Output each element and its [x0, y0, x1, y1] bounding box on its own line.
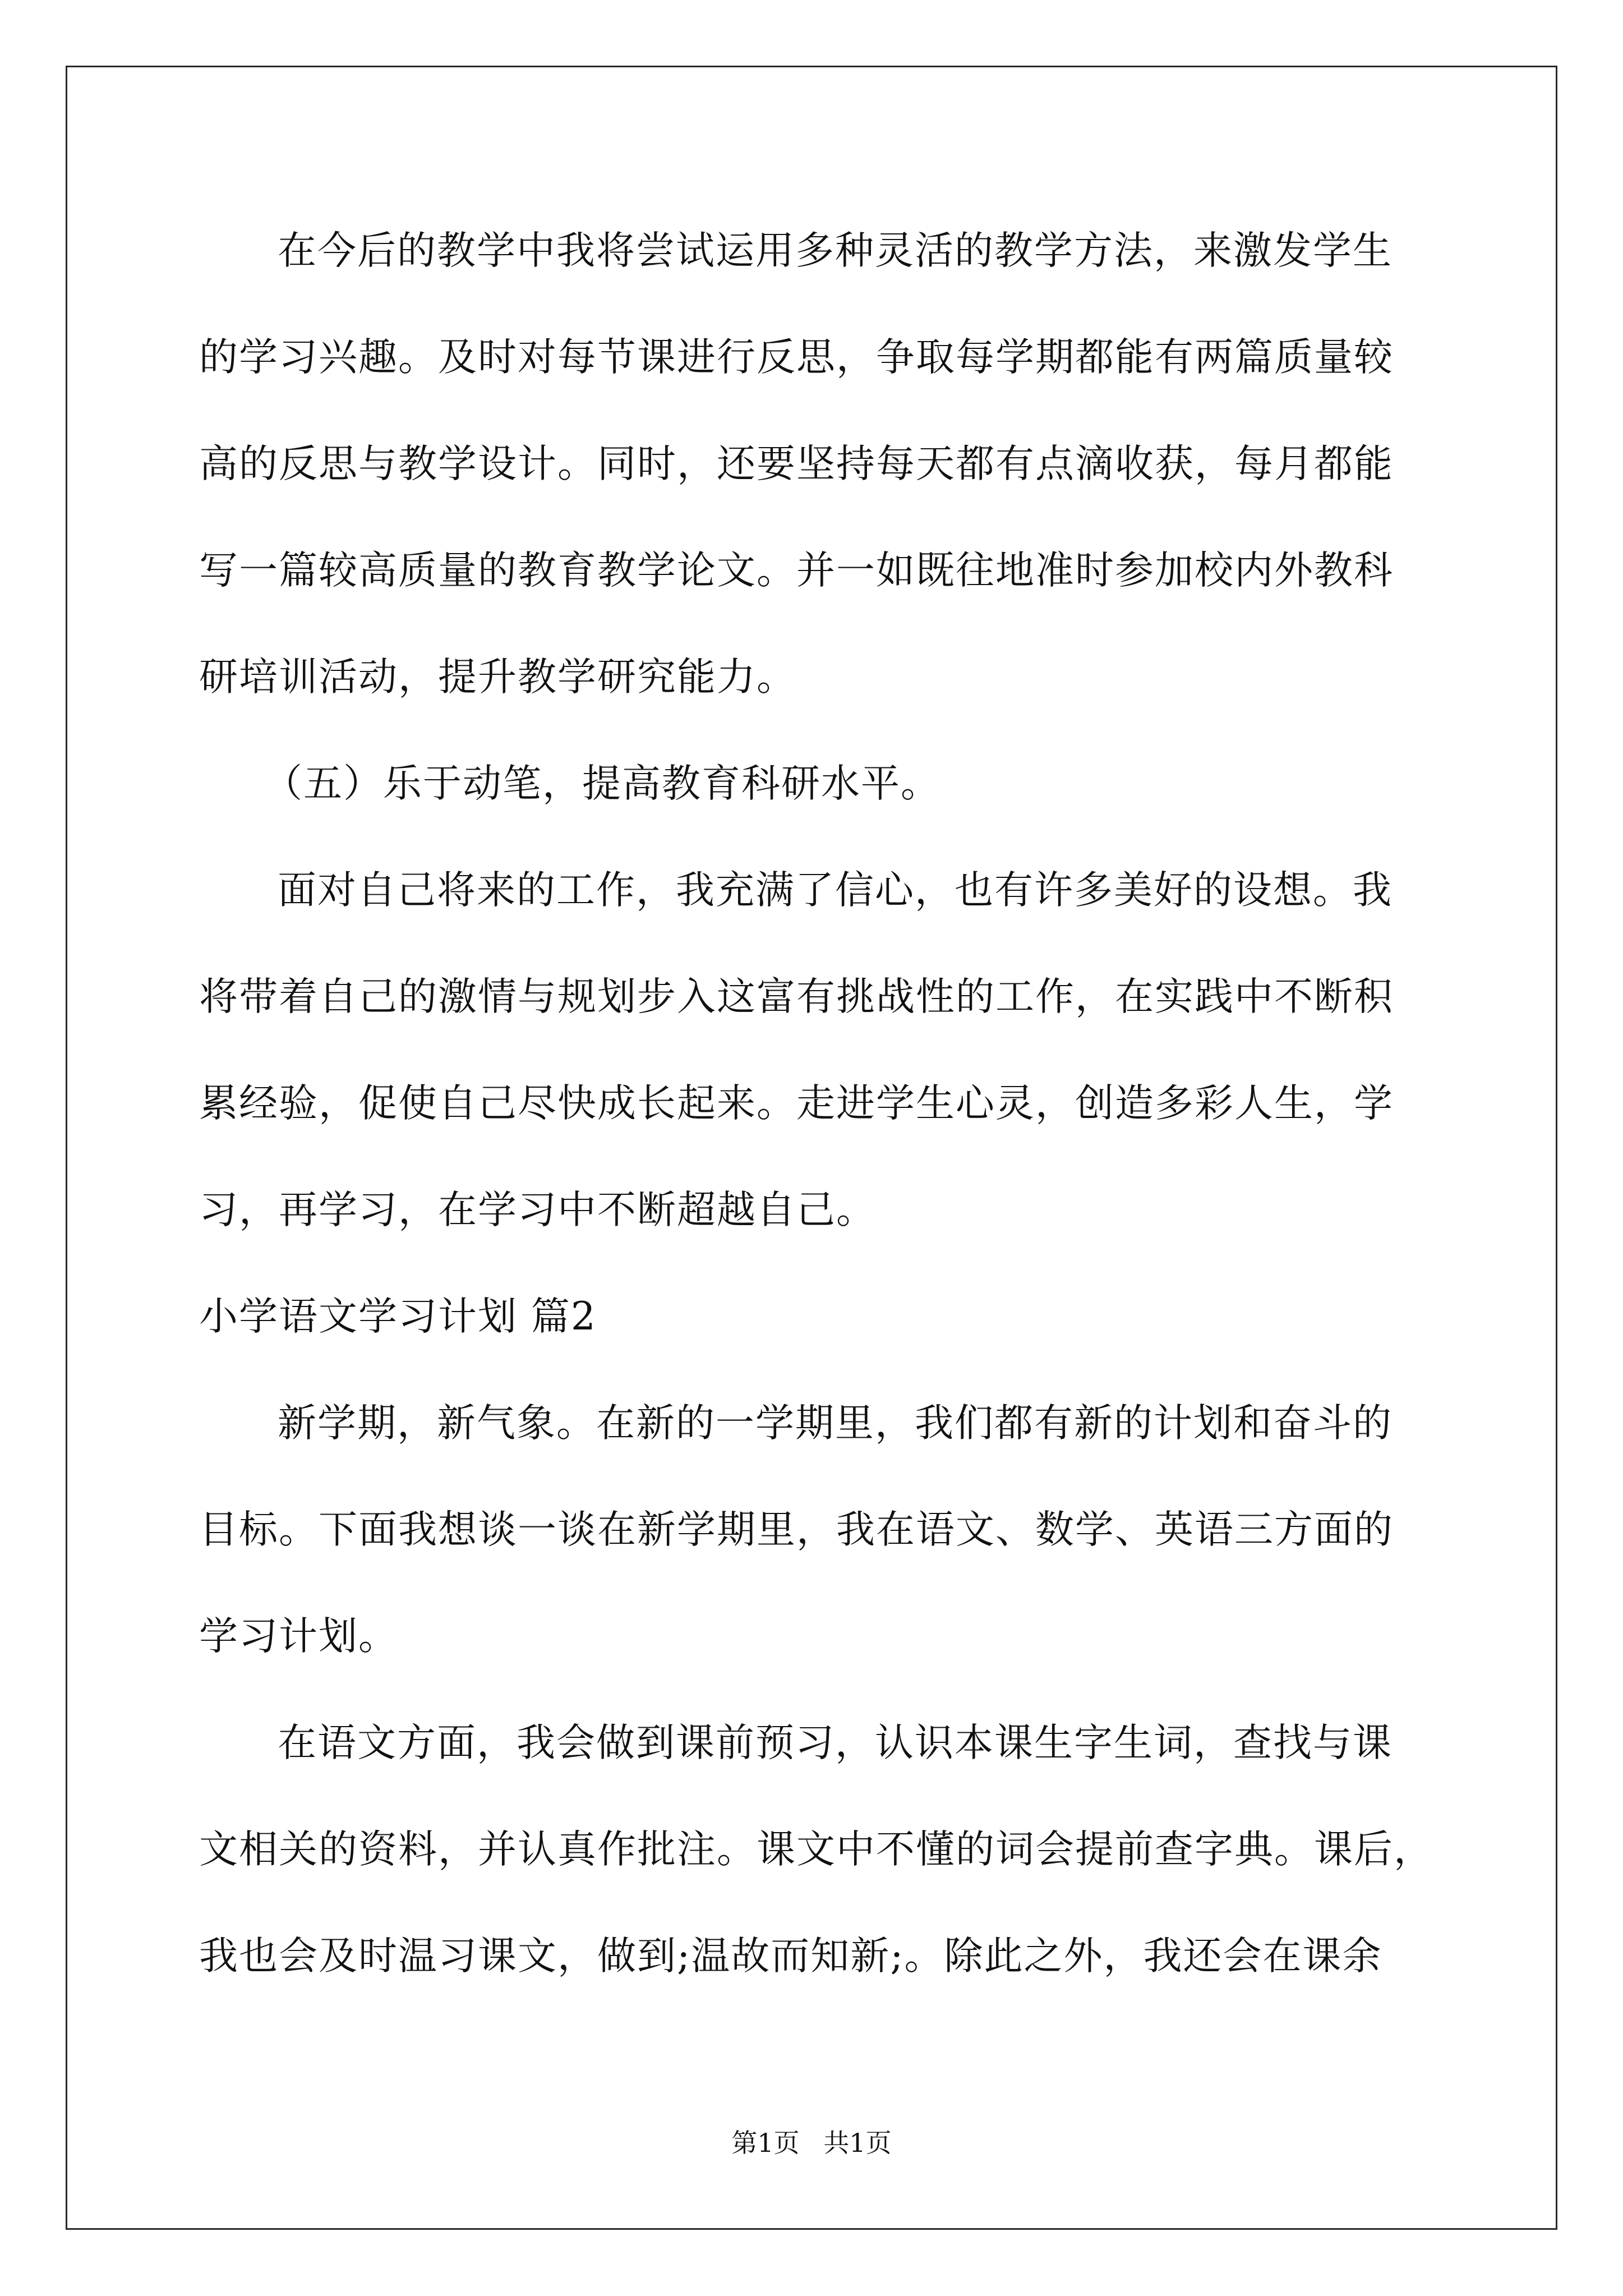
paragraph-1-line-4: 写一篇较高质量的教育教学论文。并一如既往地准时参加校内外教科 — [199, 548, 1394, 593]
paragraph-1-line-3: 高的反思与教学设计。同时，还要坚持每天都有点滴收获，每月都能 — [199, 441, 1394, 486]
paragraph-3-line-4: 习，再学习，在学习中不断超越自己。 — [199, 1188, 876, 1232]
paragraph-3-line-3: 累经验，促使自己尽快成长起来。走进学生心灵，创造多彩人生，学 — [199, 1081, 1394, 1126]
section-heading-5: （五）乐于动笔，提高教育科研水平。 — [264, 761, 940, 806]
paragraph-1-line-1: 在今后的教学中我将尝试运用多种灵活的教学方法，来激发学生 — [278, 228, 1393, 273]
page-border — [66, 66, 1557, 2230]
page-number: 第1页 — [731, 2128, 800, 2158]
paragraph-6-line-3: 我也会及时温习课文，做到;温故而知新;。除此之外，我还会在课余 — [199, 1934, 1382, 1978]
paragraph-5-line-3: 学习计划。 — [199, 1614, 398, 1659]
paragraph-6-line-2: 文相关的资料，并认真作批注。课文中不懂的词会提前查字典。课后， — [199, 1827, 1433, 1872]
total-pages: 共1页 — [823, 2128, 892, 2158]
paragraph-5-line-1: 新学期，新气象。在新的一学期里，我们都有新的计划和奋斗的 — [278, 1401, 1393, 1446]
page-footer — [0, 2126, 1623, 2160]
paragraph-3-line-2: 将带着自己的激情与规划步入这富有挑战性的工作，在实践中不断积 — [199, 974, 1394, 1019]
paragraph-3-line-1: 面对自己将来的工作，我充满了信心，也有许多美好的设想。我 — [278, 868, 1393, 913]
paragraph-1-line-5: 研培训活动，提升教学研究能力。 — [199, 655, 796, 700]
paragraph-5-line-2: 目标。下面我想谈一谈在新学期里，我在语文、数学、英语三方面的 — [199, 1507, 1394, 1552]
paragraph-1-line-2: 的学习兴趣。及时对每节课进行反思，争取每学期都能有两篇质量较 — [199, 335, 1394, 380]
article-title: 小学语文学习计划 篇2 — [199, 1294, 597, 1339]
paragraph-6-line-1: 在语文方面，我会做到课前预习，认识本课生字生词，查找与课 — [278, 1720, 1393, 1765]
